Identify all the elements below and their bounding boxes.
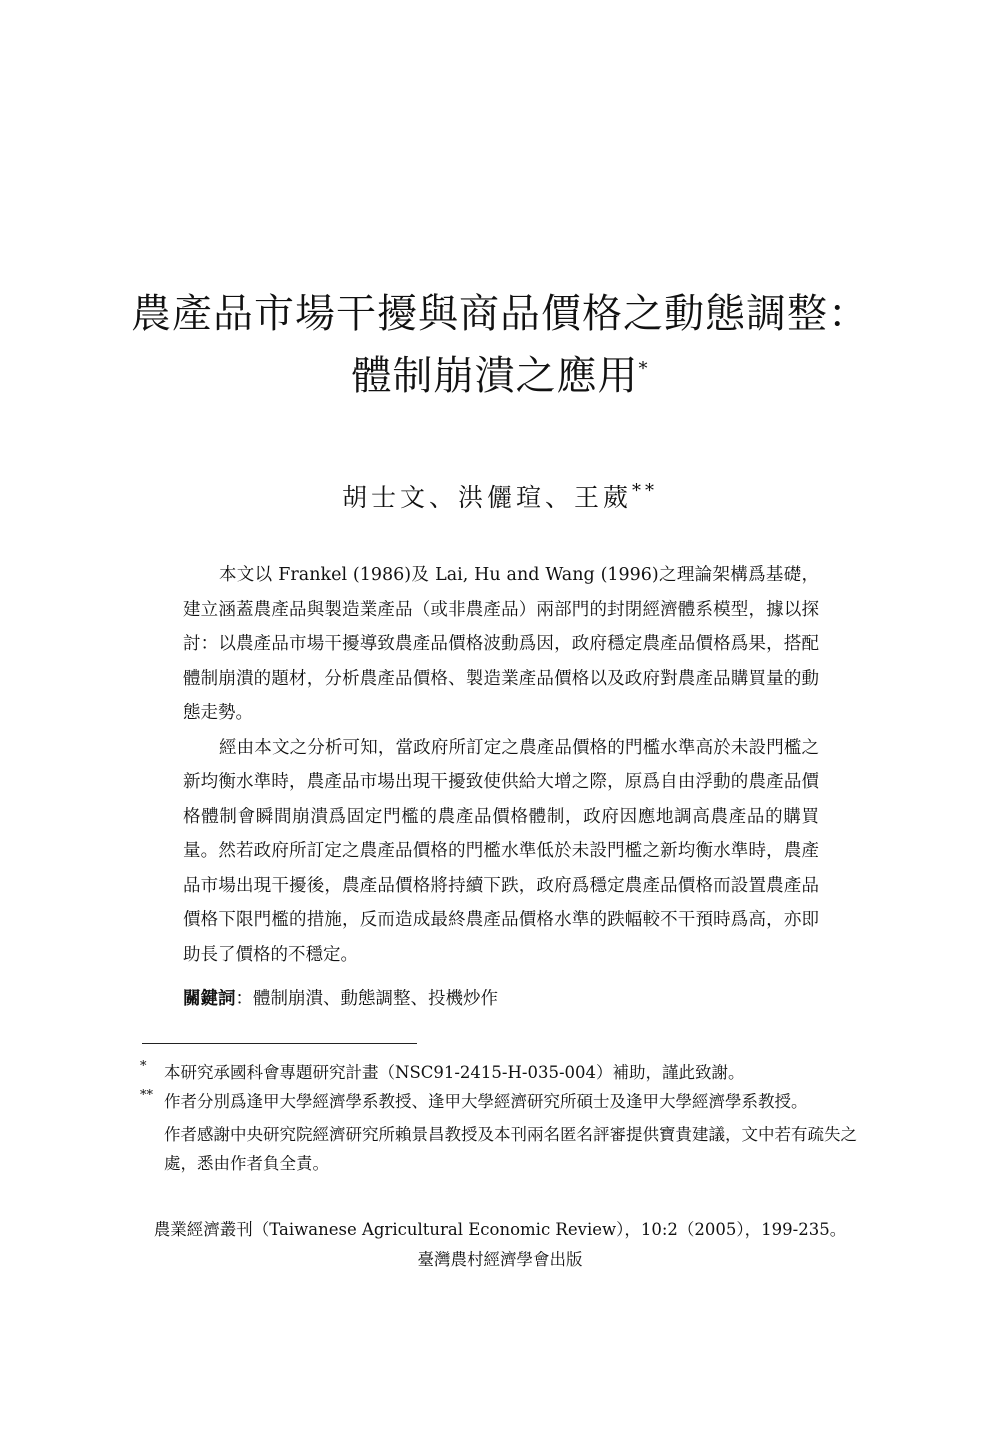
citation-line-2: 臺灣農村經濟學會出版: [417, 1250, 583, 1269]
footnote-2-text: 作者分別爲逢甲大學經濟學系教授、逢甲大學經濟研究所碩士及逢甲大學經濟學系教授。: [164, 1092, 808, 1111]
footnote-divider: [142, 1043, 417, 1044]
footnote-2-acknowledgement: 作者感謝中央研究院經濟研究所賴景昌教授及本刊兩名匿名評審提供寶貴建議，文中若有疏失之處，悉由作者負全責。: [164, 1125, 857, 1173]
abstract-paragraph-2: 經由本文之分析可知，當政府所訂定之農產品價格的門檻水準高於未設門檻之新均衡水準時，農產品市場出現干擾致使供給大增之際，原爲自由浮動的農產品價格體制會瞬間崩潰爲固定門檻的農產品價格體制，政府因應地調高農產品的購買量。然若政府所訂定之農產品價格的門檻水準低於未設門檻之新均衡水準時，農產品市場出現干擾後，農產品價格將持續下跌，政府爲穩定農產品價格而設置農產品價格下限門檻的措施，反而造成最終農產品價格水準的跌幅較不干預時爲高，亦即助長了價格的不穩定。: [183, 737, 819, 965]
author-names: 胡士文、洪儷瑄、王葳: [341, 483, 632, 512]
abstract-paragraph-1: 本文以 Frankel (1986)及 Lai, Hu and Wang (1996)之理論架構爲基礎，建立涵蓋農產品與製造業產品（或非農產品）兩部門的封閉經濟體系模型，據以探討：以農產品市場干擾導致農產品價格波動爲因，政府穩定農產品價格爲果，搭配體制崩潰的題材，分析農產品價格、製造業產品價格以及政府對農產品購買量的動態走勢。: [183, 565, 819, 723]
keywords: [183, 984, 819, 1014]
paper-title: [0, 283, 1000, 407]
title-line-1: 農產品市場干擾與商品價格之動態調整：: [131, 291, 869, 337]
keywords-separator: ：: [235, 989, 253, 1009]
footnotes: [140, 1058, 860, 1178]
footnote-1-text: 本研究承國科會專題研究計畫（NSC91-2415-H-035-004）補助，謹此致謝。: [164, 1063, 745, 1082]
title-footnote-mark: *: [638, 358, 649, 380]
footnote-1-mark: *: [140, 1059, 147, 1074]
footnote-2: [140, 1087, 860, 1116]
title-line-2-text: 體制崩潰之應用: [351, 353, 639, 399]
footnote-2-mark: **: [140, 1088, 153, 1103]
author-footnote-mark: **: [632, 480, 658, 502]
author-list: [0, 478, 1000, 514]
citation-line-1: 農業經濟叢刊（Taiwanese Agricultural Economic Review），10:2（2005），199-235。: [153, 1220, 847, 1239]
footnote-1: [140, 1058, 860, 1087]
title-line-2: [0, 345, 1000, 407]
abstract: [183, 558, 819, 972]
keywords-terms: 體制崩潰、動態調整、投機炒作: [253, 989, 498, 1009]
keywords-label: 關鍵詞: [183, 989, 236, 1009]
journal-citation: [0, 1215, 1000, 1275]
